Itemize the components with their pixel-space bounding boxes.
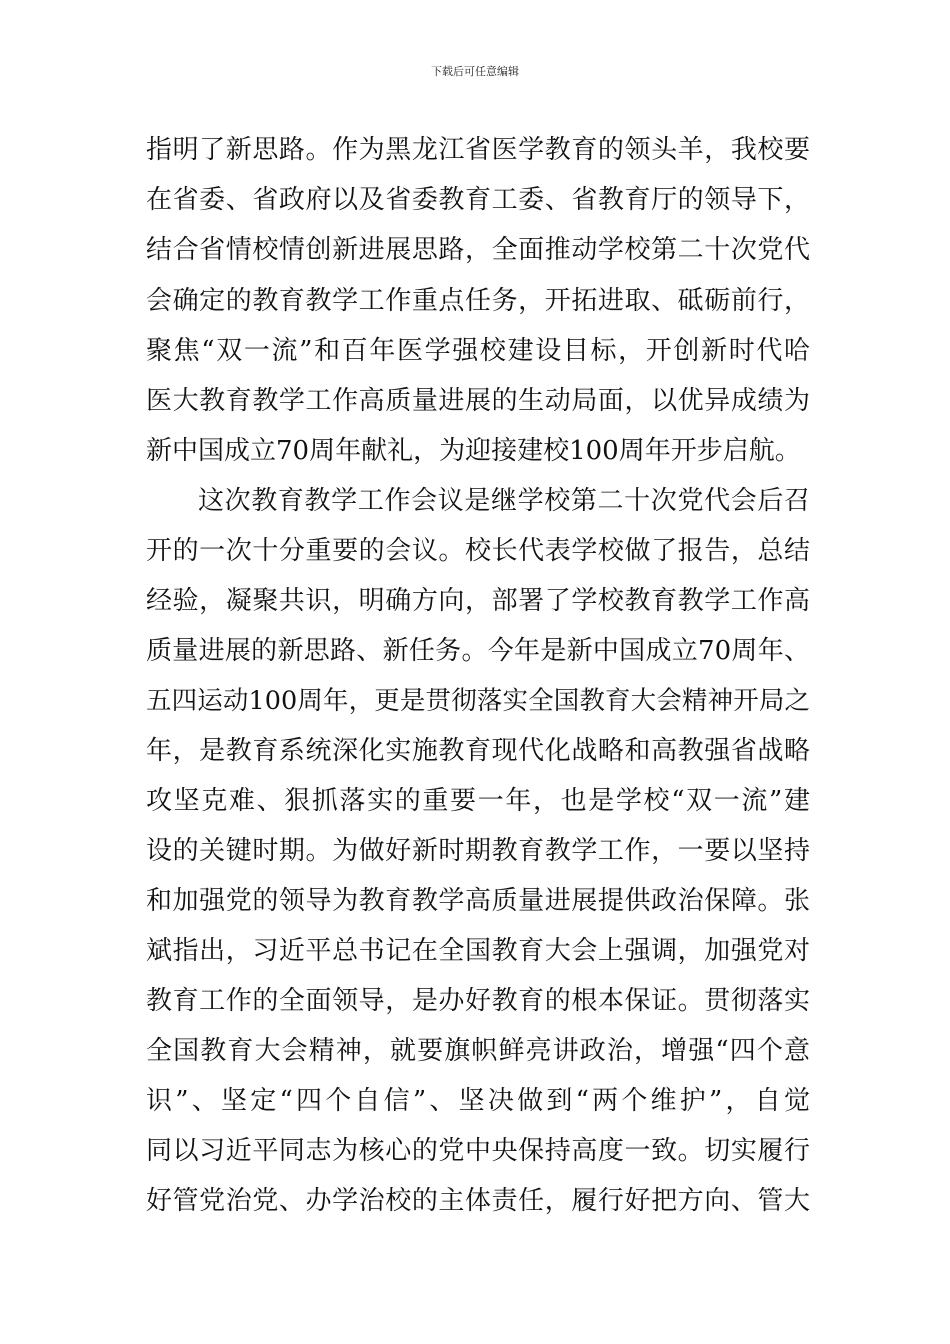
body-text-line: 新中国成立70周年献礼，为迎接建校100周年开步启航。 [146, 436, 801, 466]
body-text-line: 设的关键时期。为做好新时期教育教学工作，一要以坚持 [146, 836, 810, 866]
body-text-line: 斌指出，习近平总书记在全国教育大会上强调，加强党对 [146, 936, 810, 966]
body-text-line: 医大教育教学工作高质量进展的生动局面，以优异成绩为 [146, 386, 810, 416]
body-text-line: 聚焦“双一流”和百年医学强校建设目标，开创新时代哈 [146, 336, 810, 366]
body-text-line: 同以习近平同志为核心的党中央保持高度一致。切实履行 [146, 1136, 810, 1166]
body-text-line: 结合省情校情创新进展思路，全面推动学校第二十次党代 [146, 235, 810, 265]
body-text-line: 好管党治党、办学治校的主体责任，履行好把方向、管大 [146, 1186, 810, 1216]
body-text-line: 全国教育大会精神，就要旗帜鲜亮讲政治，增强“四个意 [146, 1036, 810, 1066]
paragraph-first-line: 这次教育教学工作会议是继学校第二十次党代会后召 [198, 486, 810, 516]
body-text-line: 年，是教育系统深化实施教育现代化战略和高教强省战略 [146, 736, 810, 766]
page-header-note: 下载后可任意编辑 [431, 65, 519, 78]
body-text-line: 在省委、省政府以及省委教育工委、省教育厅的领导下， [146, 185, 810, 215]
body-text-line: 五四运动100周年，更是贯彻落实全国教育大会精神开局之 [146, 686, 810, 716]
body-text-line: 教育工作的全面领导，是办好教育的根本保证。贯彻落实 [146, 986, 810, 1016]
body-text-line: 质量进展的新思路、新任务。今年是新中国成立70周年、 [146, 636, 810, 666]
body-text-line: 指明了新思路。作为黑龙江省医学教育的领头羊，我校要 [146, 135, 810, 165]
body-text-line: 识”、坚定“四个自信”、坚决做到“两个维护”，自觉 [146, 1086, 810, 1116]
body-text-line: 经验，凝聚共识，明确方向，部署了学校教育教学工作高 [146, 586, 810, 616]
body-text-line: 开的一次十分重要的会议。校长代表学校做了报告，总结 [146, 536, 810, 566]
body-text-line: 和加强党的领导为教育教学高质量进展提供政治保障。张 [146, 886, 810, 916]
body-text-line: 会确定的教育教学工作重点任务，开拓进取、砥砺前行， [146, 286, 810, 316]
body-text-line: 攻坚克难、狠抓落实的重要一年，也是学校“双一流”建 [146, 786, 810, 816]
